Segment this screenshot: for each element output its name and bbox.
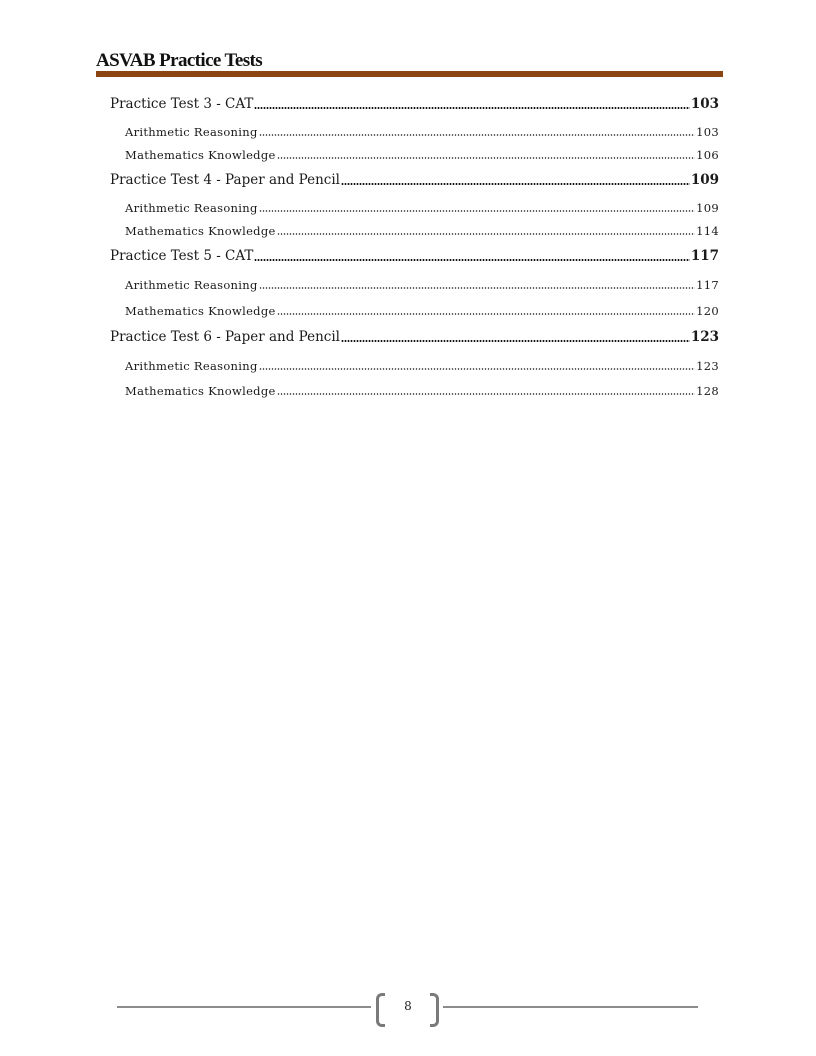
toc-entry-title: Mathematics Knowledge: [125, 384, 276, 398]
footer-rule-right: [443, 1006, 698, 1008]
toc-entry-arithmetic-reasoning[interactable]: [125, 278, 719, 292]
toc-entry-page: 103: [690, 96, 719, 112]
toc-entry-title: Mathematics Knowledge: [125, 224, 276, 238]
toc-dot-leader: [254, 259, 689, 261]
footer-left-bracket: [376, 993, 385, 1027]
toc-entry-arithmetic-reasoning[interactable]: [125, 125, 719, 139]
footer-rule-left: [117, 1006, 371, 1008]
toc-dot-leader: [277, 313, 696, 315]
header-rule: [96, 71, 723, 77]
toc-entry-page: 106: [696, 148, 719, 162]
toc-dot-leader: [277, 393, 696, 395]
toc-dot-leader: [341, 340, 690, 342]
toc-dot-leader: [277, 157, 696, 159]
toc-entry-title: Mathematics Knowledge: [125, 304, 276, 318]
toc-entry-page: 117: [690, 248, 719, 264]
toc-entry-title: Practice Test 5 - CAT: [110, 248, 254, 264]
toc-dot-leader: [254, 107, 689, 109]
toc-entry-page: 123: [696, 359, 719, 373]
page-header-title: ASVAB Practice Tests: [96, 50, 263, 71]
toc-entry-title: Practice Test 3 - CAT: [110, 96, 254, 112]
toc-entry-title: Arithmetic Reasoning: [125, 359, 258, 373]
toc-dot-leader: [259, 368, 696, 370]
toc-entry-arithmetic-reasoning[interactable]: [125, 201, 719, 215]
toc-entry-page: 109: [690, 172, 719, 188]
footer-page-number: 8: [404, 999, 412, 1013]
toc-entry-title: Arithmetic Reasoning: [125, 278, 258, 292]
toc-dot-leader: [259, 210, 696, 212]
toc-entry-page: 103: [696, 125, 719, 139]
toc-entry-practice-test-5[interactable]: [110, 248, 719, 264]
toc-entry-practice-test-6[interactable]: [110, 329, 719, 345]
toc-entry-arithmetic-reasoning[interactable]: [125, 359, 719, 373]
toc-entry-title: Practice Test 4 - Paper and Pencil: [110, 172, 340, 188]
toc-entry-title: Arithmetic Reasoning: [125, 125, 258, 139]
toc-entry-practice-test-4[interactable]: [110, 172, 719, 188]
toc-entry-page: 117: [696, 278, 719, 292]
toc-entry-title: Mathematics Knowledge: [125, 148, 276, 162]
toc-entry-mathematics-knowledge[interactable]: [125, 384, 719, 398]
toc-dot-leader: [259, 134, 696, 136]
toc-entry-page: 128: [696, 384, 719, 398]
toc-entry-title: Practice Test 6 - Paper and Pencil: [110, 329, 340, 345]
toc-dot-leader: [341, 183, 690, 185]
toc-entry-mathematics-knowledge[interactable]: [125, 148, 719, 162]
toc-entry-mathematics-knowledge[interactable]: [125, 304, 719, 318]
toc-dot-leader: [259, 287, 696, 289]
toc-entry-page: 120: [696, 304, 719, 318]
toc-entry-page: 123: [690, 329, 719, 345]
footer-right-bracket: [430, 993, 439, 1027]
toc-entry-title: Arithmetic Reasoning: [125, 201, 258, 215]
toc-entry-mathematics-knowledge[interactable]: [125, 224, 719, 238]
toc-entry-practice-test-3[interactable]: [110, 96, 719, 112]
toc-dot-leader: [277, 233, 696, 235]
toc-entry-page: 109: [696, 201, 719, 215]
toc-entry-page: 114: [696, 224, 719, 238]
